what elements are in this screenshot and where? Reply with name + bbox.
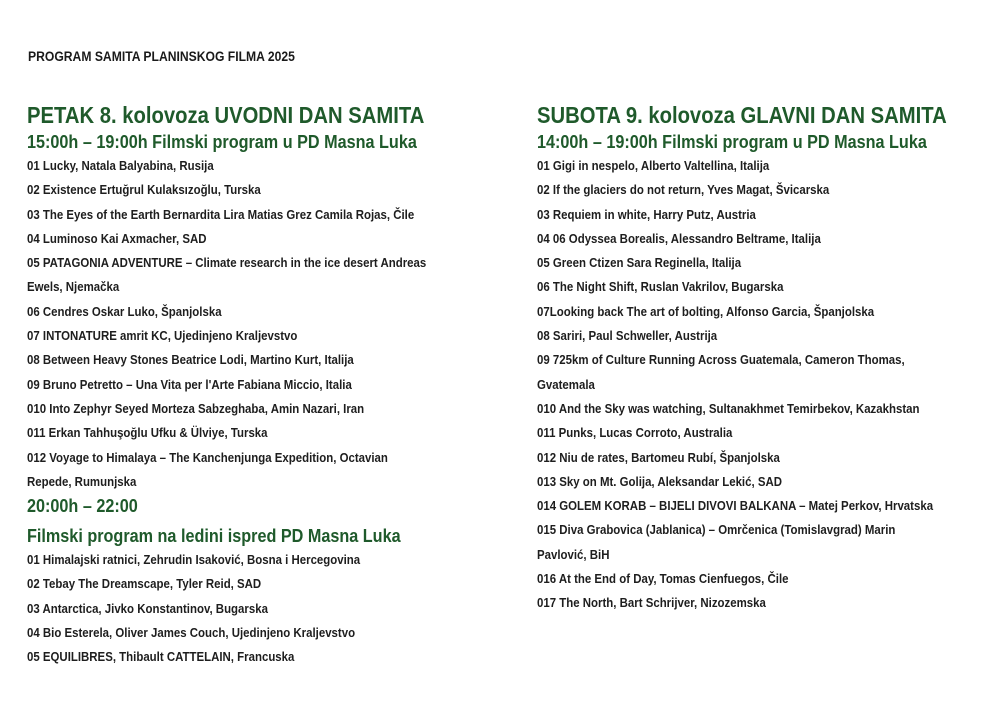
film-item: 010 And the Sky was watching, Sultanakhmet Temirbekov, Kazakhstan <box>537 400 920 416</box>
film-item: 09 Bruno Petretto – Una Vita per l'Arte Fabiana Miccio, Italia <box>27 376 352 392</box>
film-item: 04 Bio Esterela, Oliver James Couch, Ujedinjeno Kraljevstvo <box>27 625 356 641</box>
film-item: 02 Existence Ertuğrul Kulaksızoğlu, Turska <box>27 182 261 198</box>
film-item: 05 PATAGONIA ADVENTURE – Climate research in the ice desert Andreas <box>27 255 427 271</box>
film-item: Pavlović, BiH <box>537 546 610 562</box>
film-item: 011 Erkan Tahhuşoğlu Ufku & Ülviye, Turska <box>27 425 268 441</box>
film-item: 014 GOLEM KORAB – BIJELI DIVOVI BALKANA – Matej Perkov, Hrvatska <box>537 498 934 514</box>
film-item: 011 Punks, Lucas Corroto, Australia <box>537 425 733 441</box>
film-item: 012 Voyage to Himalaya – The Kanchenjunga Expedition, Octavian <box>27 449 388 465</box>
film-item: 017 The North, Bart Schrijver, Nizozemska <box>537 595 766 611</box>
friday-slot1-list <box>27 154 497 494</box>
film-item: 06 Cendres Oskar Luko, Španjolska <box>27 303 222 319</box>
friday-column <box>27 100 497 670</box>
saturday-heading: SUBOTA 9. kolovoza GLAVNI DAN SAMITA <box>537 102 947 128</box>
film-item: 04 Luminoso Kai Axmacher, SAD <box>27 230 207 246</box>
film-item: 01 Lucky, Natala Balyabina, Rusija <box>27 158 214 173</box>
friday-slot2-heading: Filmski program na ledini ispred PD Masna Luka <box>27 526 401 547</box>
film-item: 09 725km of Culture Running Across Guatemala, Cameron Thomas, <box>537 352 905 368</box>
film-item: 08 Between Heavy Stones Beatrice Lodi, Martino Kurt, Italija <box>27 352 354 368</box>
film-item: 012 Niu de rates, Bartomeu Rubí, Španjolska <box>537 449 780 465</box>
friday-heading: PETAK 8. kolovoza UVODNI DAN SAMITA <box>27 102 425 128</box>
film-item: 01 Himalajski ratnici, Zehrudin Isaković, Bosna i Hercegovina <box>27 552 361 568</box>
film-item: 01 Gigi in nespelo, Alberto Valtellina, Italija <box>537 158 770 173</box>
film-item: 013 Sky on Mt. Golija, Aleksandar Lekić, SAD <box>537 473 782 489</box>
film-item: 05 Green Ctizen Sara Reginella, Italija <box>537 255 742 271</box>
film-item: Repede, Rumunjska <box>27 473 137 489</box>
friday-slot2-time: 20:00h – 22:00 <box>27 496 138 517</box>
film-item: 03 The Eyes of the Earth Bernardita Lira Matias Grez Camila Rojas, Čile <box>27 206 415 222</box>
film-item: 03 Antarctica, Jivko Konstantinov, Bugarska <box>27 600 268 616</box>
film-item: 02 If the glaciers do not return, Yves Magat, Švicarska <box>537 182 830 198</box>
film-item: 05 EQUILIBRES, Thibault CATTELAIN, Francuska <box>27 649 295 665</box>
film-item: 03 Requiem in white, Harry Putz, Austria <box>537 206 756 222</box>
film-item: Gvatemala <box>537 376 595 392</box>
film-item: 07 INTONATURE amrit KC, Ujedinjeno Kraljevstvo <box>27 328 298 344</box>
saturday-column <box>537 100 987 616</box>
film-item: 015 Diva Grabovica (Jablanica) – Omrčenica (Tomislavgrad) Marin <box>537 522 896 538</box>
film-item: 07Looking back The art of bolting, Alfonso Garcia, Španjolska <box>537 303 875 319</box>
document-title: PROGRAM SAMITA PLANINSKOG FILMA 2025 <box>28 49 295 64</box>
film-item: 08 Sariri, Paul Schweller, Austrija <box>537 328 718 344</box>
friday-slot1-heading: 15:00h – 19:00h Filmski program u PD Masna Luka <box>27 132 417 152</box>
film-item: 010 Into Zephyr Seyed Morteza Sabzeghaba, Amin Nazari, Iran <box>27 400 365 416</box>
film-item: 04 06 Odyssea Borealis, Alessandro Beltrame, Italija <box>537 230 821 246</box>
film-item: 06 The Night Shift, Ruslan Vakrilov, Bugarska <box>537 279 784 295</box>
saturday-list <box>537 154 987 616</box>
film-item: Ewels, Njemačka <box>27 279 120 295</box>
friday-slot2-list <box>27 548 497 669</box>
film-item: 02 Tebay The Dreamscape, Tyler Reid, SAD <box>27 576 262 592</box>
saturday-slot1-heading: 14:00h – 19:00h Filmski program u PD Masna Luka <box>537 132 927 152</box>
film-item: 016 At the End of Day, Tomas Cienfuegos, Čile <box>537 571 789 587</box>
